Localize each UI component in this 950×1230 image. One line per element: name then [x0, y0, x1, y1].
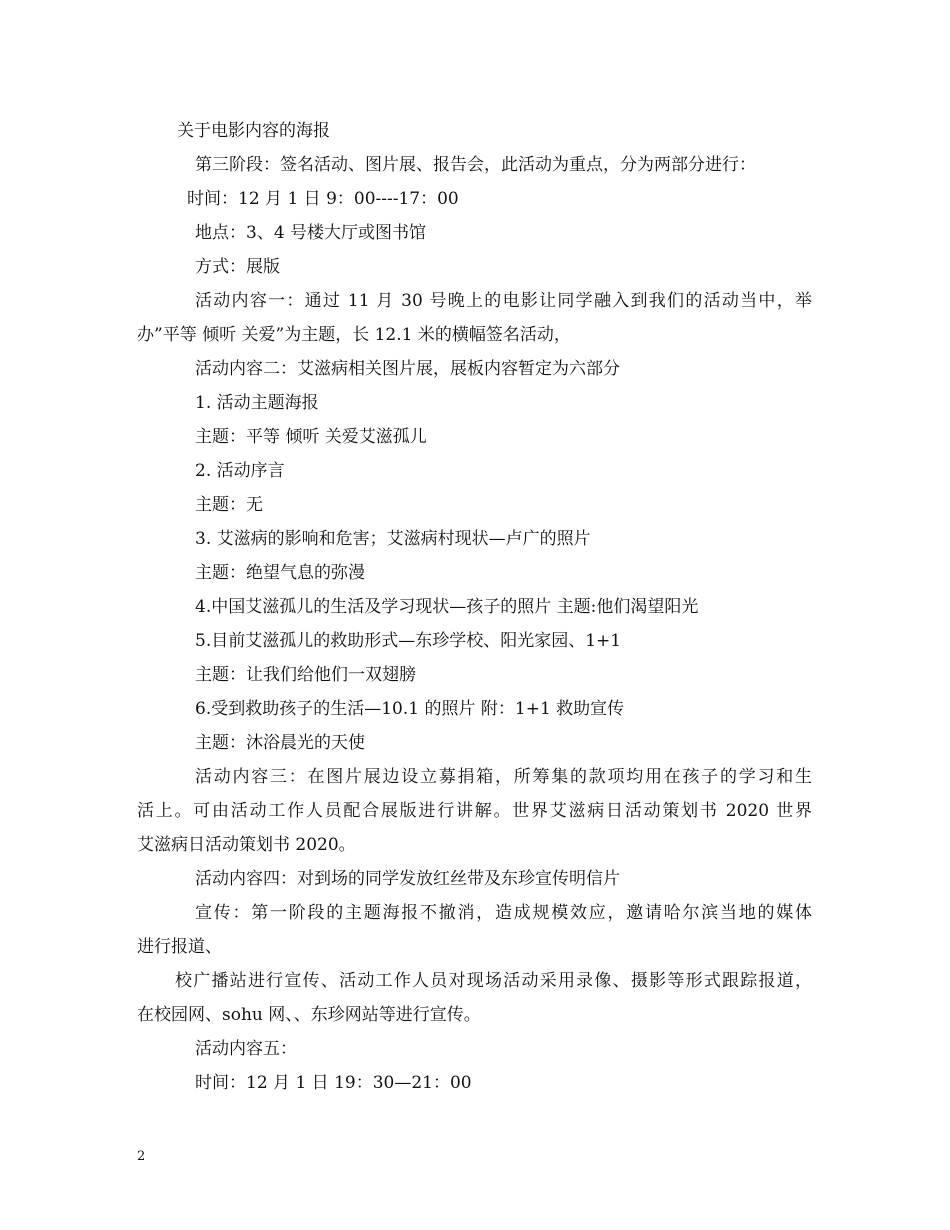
text-line: 1. 活动主题海报 — [195, 393, 319, 413]
text-line: 进行报道、 — [137, 937, 222, 957]
text-line: 艾滋病日活动策划书 2020。 — [137, 835, 356, 855]
page-number: 2 — [137, 1149, 146, 1164]
text-line: 活上。可由活动工作人员配合展版进行讲解。世界艾滋病日活动策划书 2020 世界 — [137, 801, 812, 821]
text-line: 时间：12 月 1 日 19：30—21：00 — [195, 1073, 472, 1093]
text-line: 在校园网、sohu 网、、东珍网站等进行宣传。 — [137, 1005, 481, 1025]
text-line: 主题：绝望气息的弥漫 — [195, 563, 365, 583]
text-line: 3. 艾滋病的影响和危害；艾滋病村现状—卢广的照片 — [195, 529, 591, 549]
text-line: 办”平等 倾听 关爱”为主题，长 12.1 米的横幅签名活动， — [137, 325, 571, 345]
text-line: 时间：12 月 1 日 9：00----17：00 — [187, 189, 459, 209]
text-line: 方式：展版 — [195, 257, 280, 277]
text-line: 地点：3、4 号楼大厅或图书馆 — [195, 223, 427, 243]
text-line: 主题：沐浴晨光的天使 — [195, 733, 365, 753]
text-line: 主题：平等 倾听 关爱艾滋孤儿 — [195, 427, 427, 447]
text-line: 活动内容二：艾滋病相关图片展，展板内容暂定为六部分 — [195, 359, 620, 379]
text-line: 活动内容五： — [195, 1039, 297, 1059]
text-line: 4.中国艾滋孤儿的生活及学习现状—孩子的照片 主题:他们渴望阳光 — [195, 597, 699, 617]
text-line: 第三阶段：签名活动、图片展、报告会，此活动为重点，分为两部分进行： — [195, 155, 756, 175]
text-line: 5.目前艾滋孤儿的救助形式—东珍学校、阳光家园、1+1 — [195, 631, 622, 651]
text-line: 活动内容一：通过 11 月 30 号晚上的电影让同学融入到我们的活动当中，举 — [195, 291, 812, 311]
text-line: 主题：无 — [195, 495, 263, 515]
text-line: 校广播站进行宣传、活动工作人员对现场活动采用录像、摄影等形式跟踪报道， — [175, 971, 812, 991]
text-line: 2. 活动序言 — [195, 461, 285, 481]
text-line: 6.受到救助孩子的生活—10.1 的照片 附：1+1 救助宣传 — [195, 699, 625, 719]
text-line: 宣传：第一阶段的主题海报不撤消，造成规模效应，邀请哈尔滨当地的媒体 — [195, 903, 812, 923]
text-line: 主题：让我们给他们一双翅膀 — [195, 665, 416, 685]
text-line: 活动内容三：在图片展边设立募捐箱，所筹集的款项均用在孩子的学习和生 — [195, 767, 812, 787]
text-line: 关于电影内容的海报 — [177, 121, 330, 141]
text-line: 活动内容四：对到场的同学发放红丝带及东珍宣传明信片 — [195, 869, 620, 889]
